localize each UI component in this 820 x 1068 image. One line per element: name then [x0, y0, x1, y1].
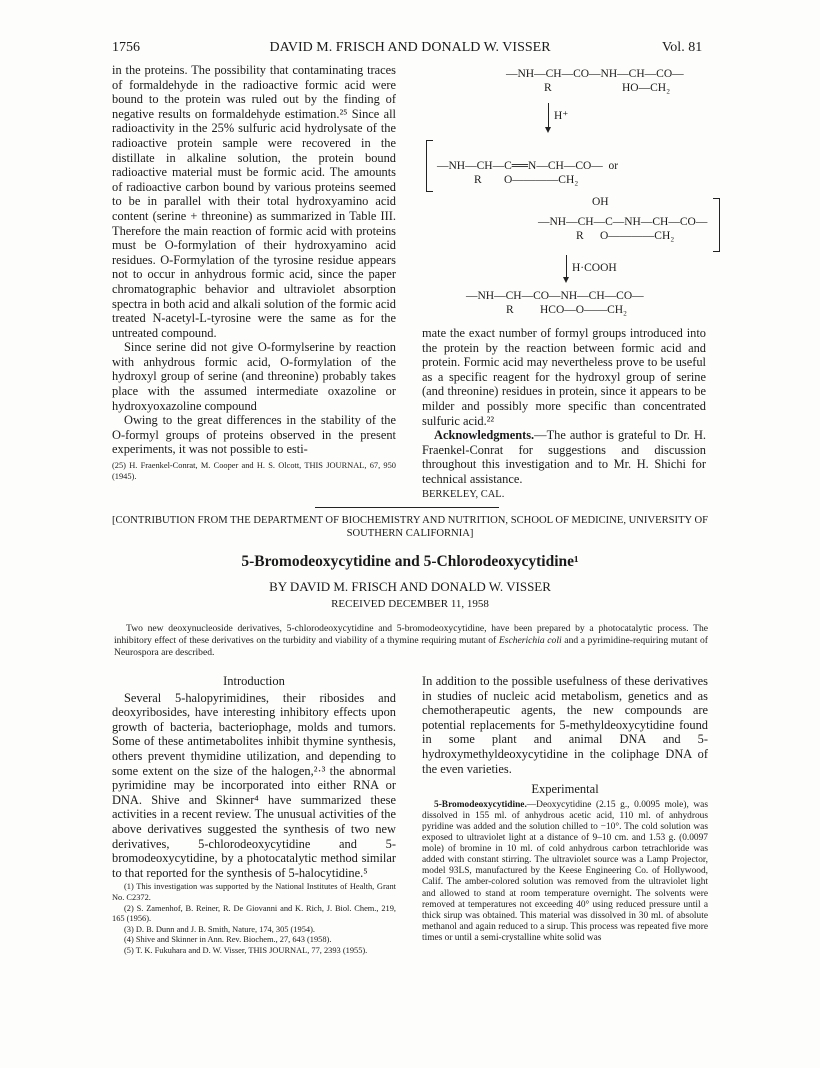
scheme-line: —NH—CH—CO—NH—CH—CO— [466, 290, 644, 302]
location: BERKELEY, CAL. [422, 488, 505, 500]
footnote: (1) This investigation was supported by the National Institutes of Health, Grant No. C2372. [112, 882, 396, 902]
footnote: (4) Shive and Skinner in Ann. Rev. Biochem., 27, 643 (1958). [124, 935, 332, 945]
scheme-line: O————CH₂ [504, 174, 579, 186]
top-left-column [112, 63, 396, 482]
section-heading: Experimental [531, 782, 599, 797]
volume-label: Vol. 81 [662, 40, 703, 55]
experimental-paragraph: 5-Bromodeoxycytidine.—Deoxycytidine (2.15 g., 0.0095 mole), was dissolved in 155 ml. of anhydrous acetic acid, 110 ml. of anhydrous pyridine was added and the solution chilled to −10°. The cold solution was exposed to ultraviolet light at a distance of 9–10 cm. and 1.53 g. (0.0097 mole) of bromine in 10 ml. of cold anhydrous carbon tetrachloride was added with constant stirring. The ultraviolet source was a Lamp Projector, model 93LS, manufactured by the Keese Engineering Co. of Hollywood, Calif. The amber-colored solution was removed from the ultraviolet light and allowed to stand at room temperature overnight. The solvents were removed at temperatures not exceeding 40° using reduced pressure until a thick sirup was obtained. This material was dissolved in 30 ml. of absolute methanol and again reduced to a sirup. This process was repeated five more times or until a semi-crystalline white solid was [422, 799, 708, 943]
scheme-line: HCO—O——CH₂ [540, 304, 628, 316]
scheme-line: O————CH₂ [600, 230, 675, 242]
abstract: Two new deoxynucleoside derivatives, 5-chlorodeoxycytidine and 5-bromodeoxycytidine, have been prepared by a photocatalytic process. The inhibitory effect of these derivatives on the turbidity and viability of a thymine requiring mutant of Escherichia coli and a pyrimidine-requiring mutant of Neurospora are described. [114, 623, 708, 658]
right-bracket [713, 198, 720, 252]
arrowhead [545, 127, 551, 133]
article-authors: BY DAVID M. FRISCH AND DONALD W. VISSER [269, 579, 551, 594]
top-right-column [422, 326, 706, 502]
page-number: 1756 [112, 40, 140, 55]
scheme-line: R [544, 82, 552, 94]
body-paragraph: Since serine did not give O-formylserine by reaction with anhydrous formic acid, O-formylation of the hydroxyl group of serine (and threonine) probably takes place with the assumed intermediate oxazoline or hydroxyoxazoline compound [112, 340, 396, 413]
body-paragraph: Several 5-halopyrimidines, their ribosides and deoxyribosides, have interesting inhibitory effects upon growth of bacteria, bacteriophage, molds and tumors. Some of these antimetabolites inhibit thymine synthesis, others prevent thymidine utilization, and depending to some extent on the size of the halogen,²·³ the abnormal pyrimidine may be incorporated into either RNA or DNA. Shive and Skinner⁴ have summarized these activities in a recent review. The unusual activities of the above derivatives suggested the synthesis of two new derivatives, 5-chlorodeoxycytidine and 5-bromodeoxycytidine, by a photocatalytic method similar to that reported for the synthesis of 5-halocytidine.⁵ [112, 690, 396, 880]
experimental-column [422, 674, 708, 944]
arrowhead [563, 277, 569, 283]
scheme-line: R [506, 304, 514, 316]
introduction-column [112, 674, 396, 956]
scheme-line: OH [592, 196, 609, 208]
scheme-line: —NH—CH—C══N—CH—CO— or [437, 160, 619, 172]
footnote: (5) T. K. Fukuhara and D. W. Visser, THIS JOURNAL, 77, 2393 (1955). [124, 945, 368, 955]
footnotes [112, 882, 396, 956]
reaction-arrow [548, 103, 549, 127]
body-paragraph: Owing to the great differences in the stability of the O-formyl groups of proteins observed in the present experiments, it was not possible to esti- [112, 413, 396, 457]
scheme-line: R [474, 174, 482, 186]
left-bracket [426, 140, 433, 192]
reagent-label: H⁺ [554, 110, 569, 122]
acknowledgments: Acknowledgments.—The author is grateful to Dr. H. Fraenkel-Conrat for suggestions and discussion throughout this investigation and to Mr. H. Shichi for technical assistance. [422, 428, 706, 486]
reaction-arrow [566, 255, 567, 277]
footnote: (2) S. Zamenhof, B. Reiner, R. De Giovanni and K. Rich, J. Biol. Chem., 219, 165 (1956). [112, 903, 396, 924]
footnote: (3) D. B. Dunn and J. B. Smith, Nature, 174, 305 (1954). [124, 924, 315, 934]
scheme-line: R [576, 230, 584, 242]
scheme-line: HO—CH₂ [622, 82, 671, 94]
section-divider [315, 507, 499, 508]
received-date: RECEIVED DECEMBER 11, 1958 [331, 598, 489, 610]
running-title: DAVID M. FRISCH AND DONALD W. VISSER [269, 40, 551, 55]
scheme-line: —NH—CH—CO—NH—CH—CO— [506, 68, 684, 80]
reagent-label: H·COOH [572, 262, 617, 274]
body-paragraph: in the proteins. The possibility that contaminating traces of formaldehyde in the radioactive formic acid were bound to the protein was ruled out by the finding of negative results on formaldehyde estimation.²⁵ Since all radioactivity in the 25% sulfuric acid hydrolysate of the radioactive protein sample were recovered in the distillate in alkaline solution, the protein bound radioactive material must be formic acid. The amounts of radioactive carbon bound by various proteins seemed to be in parallel with their total hydroxyamino acid content (serine + threonine) as summarized in Table III. Therefore the main reaction of formic acid with proteins must be O-formylation of their hydroxyamino acid residues. O-Formylation of the tyrosine residue appears not to occur in anhydrous formic acid, since the paper chromatographic behavior and ultraviolet absorption spectra in both acid and alkali solution of the formic acid treated N-acetyl-L-tyrosine were the same as for the untreated compound. [112, 63, 396, 340]
section-heading: Introduction [223, 674, 285, 688]
body-paragraph: In addition to the possible usefulness of these derivatives in studies of nucleic acid metabolism, genetics and as chemotherapeutic agents, the new compounds are potential replacements for 5-methyldeoxycytidine found in some plant and animal DNA and 5-hydroxymethyldeoxycytidine in the coliphage DNA of the even varieties. [422, 674, 708, 776]
scheme-line: —NH—CH—C—NH—CH—CO— [538, 216, 708, 228]
article-title: 5-Bromodeoxycytidine and 5-Chlorodeoxycytidine¹ [241, 553, 579, 570]
footnote: (25) H. Fraenkel-Conrat, M. Cooper and H. S. Olcott, THIS JOURNAL, 67, 950 (1945). [112, 461, 396, 481]
contribution-line: [CONTRIBUTION FROM THE DEPARTMENT OF BIOCHEMISTRY AND NUTRITION, SCHOOL OF MEDICINE, UNIVERSITY OF SOUTHERN CALIFORNIA] [112, 515, 708, 539]
body-paragraph: mate the exact number of formyl groups introduced into the protein by the reaction between formic acid and protein. Formic acid may nevertheless prove to be useful as a specific reagent for the hydroxyl group of serine (and threonine) residues in protein, since it appears to be milder and possibly more specific than concentrated sulfuric acid.²² [422, 326, 706, 428]
